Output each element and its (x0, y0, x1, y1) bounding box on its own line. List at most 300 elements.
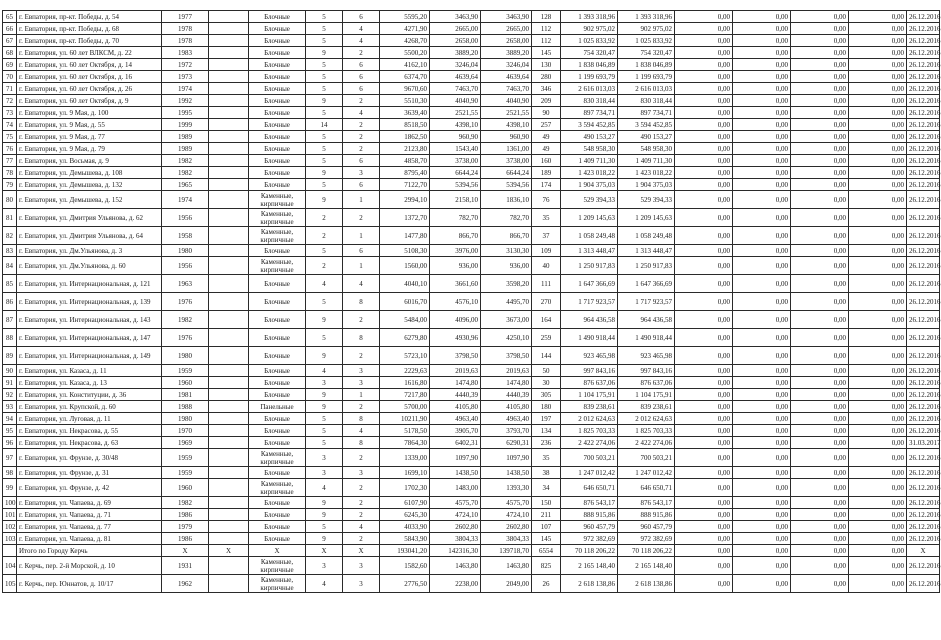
entrances-cell: 2 (343, 209, 380, 227)
entrances-cell: 1 (343, 257, 380, 275)
value-cell-2: 0,00 (733, 329, 791, 347)
value-cell-3: 0,00 (791, 533, 849, 545)
extra-cell (209, 389, 249, 401)
cost-total-cell: 2 165 148,40 (561, 557, 618, 575)
year-built-cell: 1983 (162, 47, 209, 59)
total-area-cell: 5510,30 (380, 95, 430, 107)
cost-regional-cell: 888 915,86 (618, 509, 675, 521)
address-cell: г. Евпатория, ул. Казаса, д. 11 (17, 365, 162, 377)
year-built-cell: 1959 (162, 467, 209, 479)
total-area-cell: 5108,30 (380, 245, 430, 257)
year-built-cell: 1982 (162, 155, 209, 167)
residents-cell: 160 (532, 155, 561, 167)
value-cell-4: 0,00 (849, 449, 907, 467)
entrances-cell: 2 (343, 119, 380, 131)
cost-regional-cell: 1 647 366,69 (618, 275, 675, 293)
address-cell: г. Евпатория, ул. Дмитрия Ульянова, д. 62 (17, 209, 162, 227)
value-cell-4: 0,00 (849, 533, 907, 545)
value-cell-1: 0,00 (675, 83, 733, 95)
total-area-cell: 2123,80 (380, 143, 430, 155)
value-cell-2: 0,00 (733, 575, 791, 593)
value-cell-1: 0,00 (675, 155, 733, 167)
residents-cell: 37 (532, 227, 561, 245)
cost-regional-cell: 529 394,33 (618, 191, 675, 209)
residential-area-cell: 1361,00 (481, 143, 532, 155)
entrances-cell: 2 (343, 131, 380, 143)
address-cell: г. Евпатория, ул. Демышева, д. 152 (17, 191, 162, 209)
value-cell-3: 0,00 (791, 437, 849, 449)
year-built-cell: 1978 (162, 23, 209, 35)
year-built-cell: 1978 (162, 35, 209, 47)
address-cell: г. Евпатория, ул. Чапаева, д. 81 (17, 533, 162, 545)
extra-cell (209, 293, 249, 311)
value-cell-4: 0,00 (849, 509, 907, 521)
floors-cell: 4 (306, 365, 343, 377)
entrances-cell: 8 (343, 329, 380, 347)
row-number: 74 (3, 119, 17, 131)
table-row (3, 131, 940, 143)
address-cell: г. Евпатория, ул. Крупской, д. 60 (17, 401, 162, 413)
living-area-cell: 3463,90 (430, 11, 481, 23)
living-area-cell: 3804,33 (430, 533, 481, 545)
address-cell: г. Евпатория, ул. 60 лет Октября, д. 26 (17, 83, 162, 95)
cost-total-cell: 1 825 703,33 (561, 425, 618, 437)
value-cell-3: 0,00 (791, 377, 849, 389)
extra-cell (209, 227, 249, 245)
address-cell: г. Евпатория, ул. Интернациональная, д. 143 (17, 311, 162, 329)
floors-cell: 5 (306, 329, 343, 347)
wall-material-cell: Блочные (249, 59, 306, 71)
entrances-cell: 2 (343, 533, 380, 545)
year-built-cell: 1965 (162, 179, 209, 191)
value-cell-2: 0,00 (733, 191, 791, 209)
value-cell-3: 0,00 (791, 47, 849, 59)
date-cell: 26.12.2016 (907, 257, 940, 275)
table-row (3, 275, 940, 293)
residents-cell: 257 (532, 119, 561, 131)
extra-cell (209, 437, 249, 449)
living-area-cell: 1438,50 (430, 467, 481, 479)
total-area-cell: 4271,90 (380, 23, 430, 35)
address-cell: г. Евпатория, ул. Восьмая, д. 9 (17, 155, 162, 167)
date-cell: 26.12.2016 (907, 167, 940, 179)
row-number: 85 (3, 275, 17, 293)
extra-cell (209, 257, 249, 275)
value-cell-2: 0,00 (733, 521, 791, 533)
extra-cell (209, 143, 249, 155)
cost-regional-cell: 754 320,47 (618, 47, 675, 59)
extra-cell (209, 557, 249, 575)
date-cell: 26.12.2016 (907, 497, 940, 509)
year-built-cell: 1986 (162, 533, 209, 545)
address-cell: г. Евпатория, ул. Демышева, д. 108 (17, 167, 162, 179)
entrances-cell: 4 (343, 521, 380, 533)
cost-regional-cell: 1 423 018,22 (618, 167, 675, 179)
value-cell-4: 0,00 (849, 23, 907, 35)
cost-total-cell: 830 318,44 (561, 95, 618, 107)
date-cell: 26.12.2016 (907, 71, 940, 83)
extra-cell (209, 83, 249, 95)
residential-area-cell: 4495,70 (481, 293, 532, 311)
wall-material-cell: Блочные (249, 521, 306, 533)
cost-regional-cell: 830 318,44 (618, 95, 675, 107)
extra-cell (209, 413, 249, 425)
residential-area-cell: 6290,31 (481, 437, 532, 449)
living-area-cell: 3246,04 (430, 59, 481, 71)
cost-total-cell: 997 843,16 (561, 365, 618, 377)
floors-cell: 9 (306, 401, 343, 413)
wall-material-cell: Блочные (249, 119, 306, 131)
year-built-cell: 1976 (162, 293, 209, 311)
table-row (3, 401, 940, 413)
table-row (3, 479, 940, 497)
value-cell-4: 0,00 (849, 437, 907, 449)
value-cell-2: 0,00 (733, 437, 791, 449)
residents-cell: 150 (532, 497, 561, 509)
cost-total-cell: 1 490 918,44 (561, 329, 618, 347)
cost-total-cell: 490 153,27 (561, 131, 618, 143)
value-cell-2: 0,00 (733, 35, 791, 47)
value-cell-1: 0,00 (675, 413, 733, 425)
value-cell-3: 0,00 (791, 413, 849, 425)
value-cell-1: 0,00 (675, 293, 733, 311)
value-cell-1: 0,00 (675, 377, 733, 389)
value-cell-1: 0,00 (675, 497, 733, 509)
wall-material-cell: Блочные (249, 311, 306, 329)
value-cell-3: 0,00 (791, 167, 849, 179)
value-cell-2: 0,00 (733, 209, 791, 227)
value-cell-3: 0,00 (791, 509, 849, 521)
row-number: 92 (3, 389, 17, 401)
value-cell-1: 0,00 (675, 131, 733, 143)
extra-cell (209, 107, 249, 119)
value-cell-1: 0,00 (675, 35, 733, 47)
value-cell-3: 0,00 (791, 131, 849, 143)
year-built-cell: 1980 (162, 245, 209, 257)
table-row (3, 143, 940, 155)
cost-regional-cell: 1 825 703,33 (618, 425, 675, 437)
value-cell-4: 0,00 (849, 71, 907, 83)
cost-total-cell: 700 503,21 (561, 449, 618, 467)
value-cell-4: 0,00 (849, 227, 907, 245)
address-cell: г. Евпатория, пр-кт. Победы, д. 68 (17, 23, 162, 35)
value-cell-4: 0,00 (849, 311, 907, 329)
year-built-cell: 1956 (162, 257, 209, 275)
table-row (3, 377, 940, 389)
table-row (3, 497, 940, 509)
row-number: 65 (3, 11, 17, 23)
value-cell-3: 0,00 (791, 11, 849, 23)
date-cell: 26.12.2016 (907, 509, 940, 521)
value-cell-1: 0,00 (675, 509, 733, 521)
value-cell-1: 0,00 (675, 47, 733, 59)
table-row (3, 449, 940, 467)
cost-total-cell: 964 436,58 (561, 311, 618, 329)
value-cell-2: 0,00 (733, 347, 791, 365)
wall-material-cell: Каменные, кирпичные (249, 449, 306, 467)
wall-material-cell: Блочные (249, 107, 306, 119)
value-cell-4: 0,00 (849, 545, 907, 557)
value-cell-4: 0,00 (849, 83, 907, 95)
total-area-cell: 1699,10 (380, 467, 430, 479)
value-cell-2: 0,00 (733, 467, 791, 479)
extra-cell (209, 365, 249, 377)
floors-cell: 5 (306, 131, 343, 143)
year-built-cell: 1960 (162, 377, 209, 389)
date-cell: 26.12.2016 (907, 575, 940, 593)
cost-total-cell: 1 199 693,79 (561, 71, 618, 83)
value-cell-3: 0,00 (791, 107, 849, 119)
table-row (3, 35, 940, 47)
value-cell-3: 0,00 (791, 191, 849, 209)
value-cell-2: 0,00 (733, 245, 791, 257)
year-built-cell: 1974 (162, 83, 209, 95)
date-cell: 26.12.2016 (907, 329, 940, 347)
residential-area-cell: 3246,04 (481, 59, 532, 71)
date-cell: 26.12.2016 (907, 95, 940, 107)
entrances-cell: 4 (343, 23, 380, 35)
residents-cell: 130 (532, 59, 561, 71)
cost-regional-cell: 1 025 833,92 (618, 35, 675, 47)
address-cell: г. Евпатория, ул. Демышева, д. 132 (17, 179, 162, 191)
address-cell: г. Евпатория, ул. Фрунзе, д. 31 (17, 467, 162, 479)
year-built-cell: 1995 (162, 107, 209, 119)
table-row (3, 155, 940, 167)
residents-cell: 211 (532, 509, 561, 521)
value-cell-3: 0,00 (791, 389, 849, 401)
living-area-cell: 2658,00 (430, 35, 481, 47)
row-number: 80 (3, 191, 17, 209)
entrances-cell: 6 (343, 155, 380, 167)
year-built-cell: 1962 (162, 575, 209, 593)
residents-cell: 346 (532, 83, 561, 95)
cost-regional-cell: 1 490 918,44 (618, 329, 675, 347)
living-area-cell: 2019,63 (430, 365, 481, 377)
date-cell: 26.12.2016 (907, 107, 940, 119)
table-row (3, 11, 940, 23)
value-cell-1: 0,00 (675, 209, 733, 227)
cost-total-cell: 1 104 175,91 (561, 389, 618, 401)
wall-material-cell: Блочные (249, 179, 306, 191)
wall-material-cell: Каменные, кирпичные (249, 227, 306, 245)
address-cell: г. Евпатория, ул. 9 Мая, д. 79 (17, 143, 162, 155)
year-built-cell: 1999 (162, 119, 209, 131)
value-cell-1: 0,00 (675, 365, 733, 377)
entrances-cell: 2 (343, 509, 380, 521)
living-area-cell: 782,70 (430, 209, 481, 227)
value-cell-2: 0,00 (733, 509, 791, 521)
wall-material-cell: Блочные (249, 245, 306, 257)
entrances-cell: 6 (343, 83, 380, 95)
residential-area-cell: 7463,70 (481, 83, 532, 95)
row-number: 75 (3, 131, 17, 143)
floors-cell: 9 (306, 497, 343, 509)
value-cell-1: 0,00 (675, 467, 733, 479)
date-cell: 26.12.2016 (907, 401, 940, 413)
floors-cell: 3 (306, 449, 343, 467)
date-cell: 26.12.2016 (907, 293, 940, 311)
value-cell-4: 0,00 (849, 95, 907, 107)
entrances-cell: 2 (343, 95, 380, 107)
address-cell: г. Евпатория, ул. Интернациональная, д. 147 (17, 329, 162, 347)
floors-cell: 3 (306, 557, 343, 575)
floors-cell: 9 (306, 167, 343, 179)
living-area-cell: 2665,00 (430, 23, 481, 35)
residential-area-cell: 3798,50 (481, 347, 532, 365)
row-number: 86 (3, 293, 17, 311)
floors-cell: 5 (306, 11, 343, 23)
row-number: 73 (3, 107, 17, 119)
wall-material-cell: Блочные (249, 143, 306, 155)
extra-cell (209, 401, 249, 413)
floors-cell: 5 (306, 107, 343, 119)
address-cell: г. Евпатория, ул. Интернациональная, д. 149 (17, 347, 162, 365)
value-cell-4: 0,00 (849, 575, 907, 593)
total-row (3, 545, 940, 557)
living-area-cell: 6644,24 (430, 167, 481, 179)
row-number: 103 (3, 533, 17, 545)
address-cell: г. Евпатория, ул. Чапаева, д. 77 (17, 521, 162, 533)
value-cell-4: 0,00 (849, 179, 907, 191)
value-cell-3: 0,00 (791, 119, 849, 131)
residential-area-cell: 1836,10 (481, 191, 532, 209)
wall-material-cell: Блочные (249, 23, 306, 35)
entrances-cell: 6 (343, 179, 380, 191)
value-cell-3: 0,00 (791, 257, 849, 275)
value-cell-2: 0,00 (733, 257, 791, 275)
residents-cell: 128 (532, 11, 561, 23)
entrances-cell: 4 (343, 425, 380, 437)
value-cell-2: 0,00 (733, 83, 791, 95)
year-built-cell: 1982 (162, 167, 209, 179)
entrances-cell: 1 (343, 227, 380, 245)
residential-area-cell: 3598,20 (481, 275, 532, 293)
extra-cell (209, 425, 249, 437)
date-cell: 26.12.2016 (907, 467, 940, 479)
floors-cell: 14 (306, 119, 343, 131)
residents-cell: 144 (532, 347, 561, 365)
address-cell: г. Керчь, пер. Юннатов, д. 10/17 (17, 575, 162, 593)
entrances-cell: 3 (343, 167, 380, 179)
cost-regional-cell: 839 238,61 (618, 401, 675, 413)
value-cell-1: 0,00 (675, 311, 733, 329)
value-cell-1: 0,00 (675, 107, 733, 119)
year-built-cell: 1969 (162, 437, 209, 449)
cost-regional-cell: 3 594 452,85 (618, 119, 675, 131)
value-cell-1: 0,00 (675, 347, 733, 365)
value-cell-2: 0,00 (733, 293, 791, 311)
date-cell: 26.12.2016 (907, 389, 940, 401)
extra-cell (209, 209, 249, 227)
cost-total-cell: 1 393 318,96 (561, 11, 618, 23)
total-area-cell: 193041,20 (380, 545, 430, 557)
cost-regional-cell: 2 618 138,86 (618, 575, 675, 593)
residential-area-cell: 4250,10 (481, 329, 532, 347)
entrances-cell: 2 (343, 311, 380, 329)
value-cell-2: 0,00 (733, 479, 791, 497)
total-area-cell: 7864,30 (380, 437, 430, 449)
value-cell-2: 0,00 (733, 71, 791, 83)
table-row (3, 533, 940, 545)
total-area-cell: 8795,40 (380, 167, 430, 179)
value-cell-2: 0,00 (733, 275, 791, 293)
value-cell-4: 0,00 (849, 167, 907, 179)
cost-total-cell: 2 422 274,06 (561, 437, 618, 449)
value-cell-2: 0,00 (733, 59, 791, 71)
extra-cell: X (209, 545, 249, 557)
wall-material-cell: Блочные (249, 497, 306, 509)
value-cell-3: 0,00 (791, 35, 849, 47)
total-area-cell: 2994,10 (380, 191, 430, 209)
wall-material-cell: Блочные (249, 509, 306, 521)
table-row (3, 227, 940, 245)
cost-regional-cell: 1 838 046,89 (618, 59, 675, 71)
value-cell-3: 0,00 (791, 329, 849, 347)
value-cell-2: 0,00 (733, 47, 791, 59)
residents-cell: 164 (532, 311, 561, 329)
wall-material-cell: Блочные (249, 329, 306, 347)
cost-total-cell: 960 457,79 (561, 521, 618, 533)
year-built-cell: 1989 (162, 131, 209, 143)
extra-cell (209, 497, 249, 509)
value-cell-2: 0,00 (733, 545, 791, 557)
cost-total-cell: 1 025 833,92 (561, 35, 618, 47)
value-cell-2: 0,00 (733, 449, 791, 467)
year-built-cell: 1992 (162, 95, 209, 107)
extra-cell (209, 179, 249, 191)
entrances-cell: 6 (343, 59, 380, 71)
table-row (3, 209, 940, 227)
entrances-cell: 4 (343, 107, 380, 119)
residential-area-cell: 4963,40 (481, 413, 532, 425)
date-cell: 26.12.2016 (907, 155, 940, 167)
living-area-cell: 1543,40 (430, 143, 481, 155)
residential-area-cell: 3793,70 (481, 425, 532, 437)
address-cell: г. Евпатория, ул. 60 лет Октября, д. 9 (17, 95, 162, 107)
year-built-cell: 1959 (162, 365, 209, 377)
value-cell-1: 0,00 (675, 143, 733, 155)
cost-total-cell: 1 247 012,42 (561, 467, 618, 479)
value-cell-3: 0,00 (791, 95, 849, 107)
value-cell-2: 0,00 (733, 497, 791, 509)
living-area-cell: 4040,90 (430, 95, 481, 107)
total-area-cell: 6016,70 (380, 293, 430, 311)
value-cell-4: 0,00 (849, 131, 907, 143)
floors-cell: 5 (306, 293, 343, 311)
residents-cell: 34 (532, 479, 561, 497)
date-cell: 26.12.2016 (907, 83, 940, 95)
residential-area-cell: 4724,10 (481, 509, 532, 521)
residential-area-cell: 3889,20 (481, 47, 532, 59)
residents-cell: 38 (532, 467, 561, 479)
date-cell: 26.12.2016 (907, 191, 940, 209)
cost-regional-cell: 876 543,17 (618, 497, 675, 509)
cost-total-cell: 1 904 375,03 (561, 179, 618, 191)
living-area-cell: 7463,70 (430, 83, 481, 95)
extra-cell (209, 167, 249, 179)
residents-cell: 197 (532, 413, 561, 425)
extra-cell (209, 155, 249, 167)
address-cell: г. Евпатория, ул. Чапаева, д. 71 (17, 509, 162, 521)
total-area-cell: 1862,50 (380, 131, 430, 143)
living-area-cell: 3738,00 (430, 155, 481, 167)
date-cell: 26.12.2016 (907, 311, 940, 329)
value-cell-4: 0,00 (849, 275, 907, 293)
year-built-cell: 1979 (162, 521, 209, 533)
value-cell-3: 0,00 (791, 401, 849, 413)
value-cell-3: 0,00 (791, 23, 849, 35)
address-cell: г. Евпатория, ул. Дмитрия Ульянова, д. 64 (17, 227, 162, 245)
